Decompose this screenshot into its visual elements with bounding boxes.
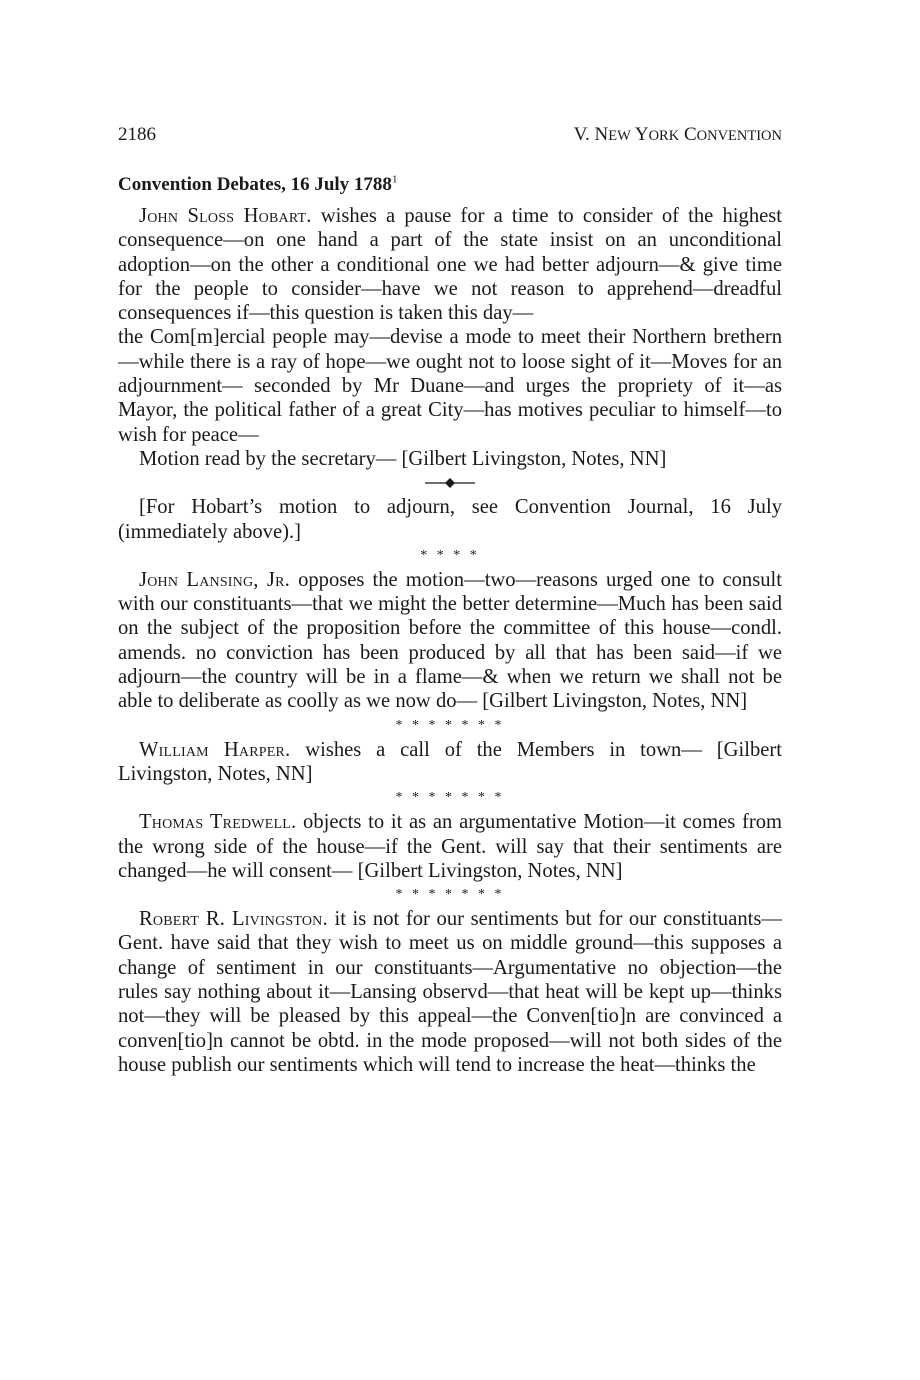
livingston-paragraph: Robert R. Livingston. it is not for our sentiments but for our constituants—Gent. have said that they wish to meet us on middle ground—this supposes a change of sentiment in our constituants—Argumentative no objection—the rules say nothing about it—Lansing observd—that heat will be kept up—thinks not—they will be pleased by this appeal—the Conven[tio]n are convinced a conven[tio]n cannot be obtd. in the mode proposed—will not both sides of the house publish our sentiments which will tend to increase the heat—thinks the xyxy=(118,908,782,1076)
section-break: * * * * * * * xyxy=(395,887,505,903)
running-title: V. NEW YORK CONVENTION xyxy=(573,124,782,145)
tredwell-paragraph: Thomas Tredwell. objects to it as an argumentative Motion—it comes from the wrong side of the house—if the Gent. will say that their sentiments are changed—he will consent— [Gilbert Livingston, Notes, NN] xyxy=(118,811,783,882)
speaker-name: Thomas Tredwell. xyxy=(139,811,297,834)
editorial-note: [For Hobart’s motion to adjourn, see Convention Journal, 16 July (immediately above).] xyxy=(118,496,782,543)
source-citation: [Gilbert Livingston, Notes, NN] xyxy=(357,859,623,882)
hobart-paragraph-3: Motion read by the secretary— [Gilbert Livingston, Notes, NN] xyxy=(139,447,667,470)
speaker-name: Robert R. Livingston. xyxy=(139,908,328,931)
section-heading: Convention Debates, 16 July 1788$^1$ xyxy=(118,173,398,195)
source-citation: [Gilbert Livingston, Notes, NN] xyxy=(118,738,782,785)
section-break: * * * * * * * xyxy=(395,790,505,806)
section-break: * * * * * * * xyxy=(395,717,505,733)
source-citation: [Gilbert Livingston, Notes, NN] xyxy=(401,447,667,470)
ornamental-rule xyxy=(118,471,782,495)
hobart-paragraph-1: John Sloss Hobart. wishes a pause for a time to consider of the highest consequence—on one hand a part of the state insist on an unconditional adoption—on the other a conditional one we had better adjourn—& give time for the people to consider—have we not reason to apprehend—dreadful consequences if—this question is taken this day— xyxy=(118,205,782,325)
running-head xyxy=(118,120,782,151)
harper-paragraph: William Harper. wishes a call of the Members in town— [Gilbert Livingston, Notes, NN] xyxy=(118,738,782,785)
footnote-marker: 1 xyxy=(391,173,398,186)
speaker-name: William Harper. xyxy=(139,738,291,761)
hobart-paragraph-2: the Com[m]ercial people may—devise a mode to meet their Northern brethern—while there is a ray of hope—we ought not to loose sight of it—Moves for an adjournment— seconded by Mr Duane—and urges the propriety of it—as Mayor, the political father of a great City—has motives peculiar to himself—to wish for peace— xyxy=(118,326,782,446)
speaker-name: John Lansing, Jr. xyxy=(139,568,291,591)
diamond-rule-icon xyxy=(425,477,475,489)
lansing-paragraph: John Lansing, Jr. opposes the motion—two—reasons urged one to consult with our constituants—that we might the better determine—Much has been said on the subject of the proposition before the committee of this house—condl. amends. no conviction has been produced by all that has been said—if we adjourn—the country will be in a flame—& when we return we shall not be able to deliberate as coolly as we now do— [Gilbert Livingston, Notes, NN] xyxy=(118,568,782,713)
document-page xyxy=(118,120,782,1077)
speaker-name: John Sloss Hobart. xyxy=(139,205,312,227)
source-citation: [Gilbert Livingston, Notes, NN] xyxy=(482,690,748,713)
page-number: 2186 xyxy=(118,124,156,145)
section-break: * * * * xyxy=(420,547,480,563)
